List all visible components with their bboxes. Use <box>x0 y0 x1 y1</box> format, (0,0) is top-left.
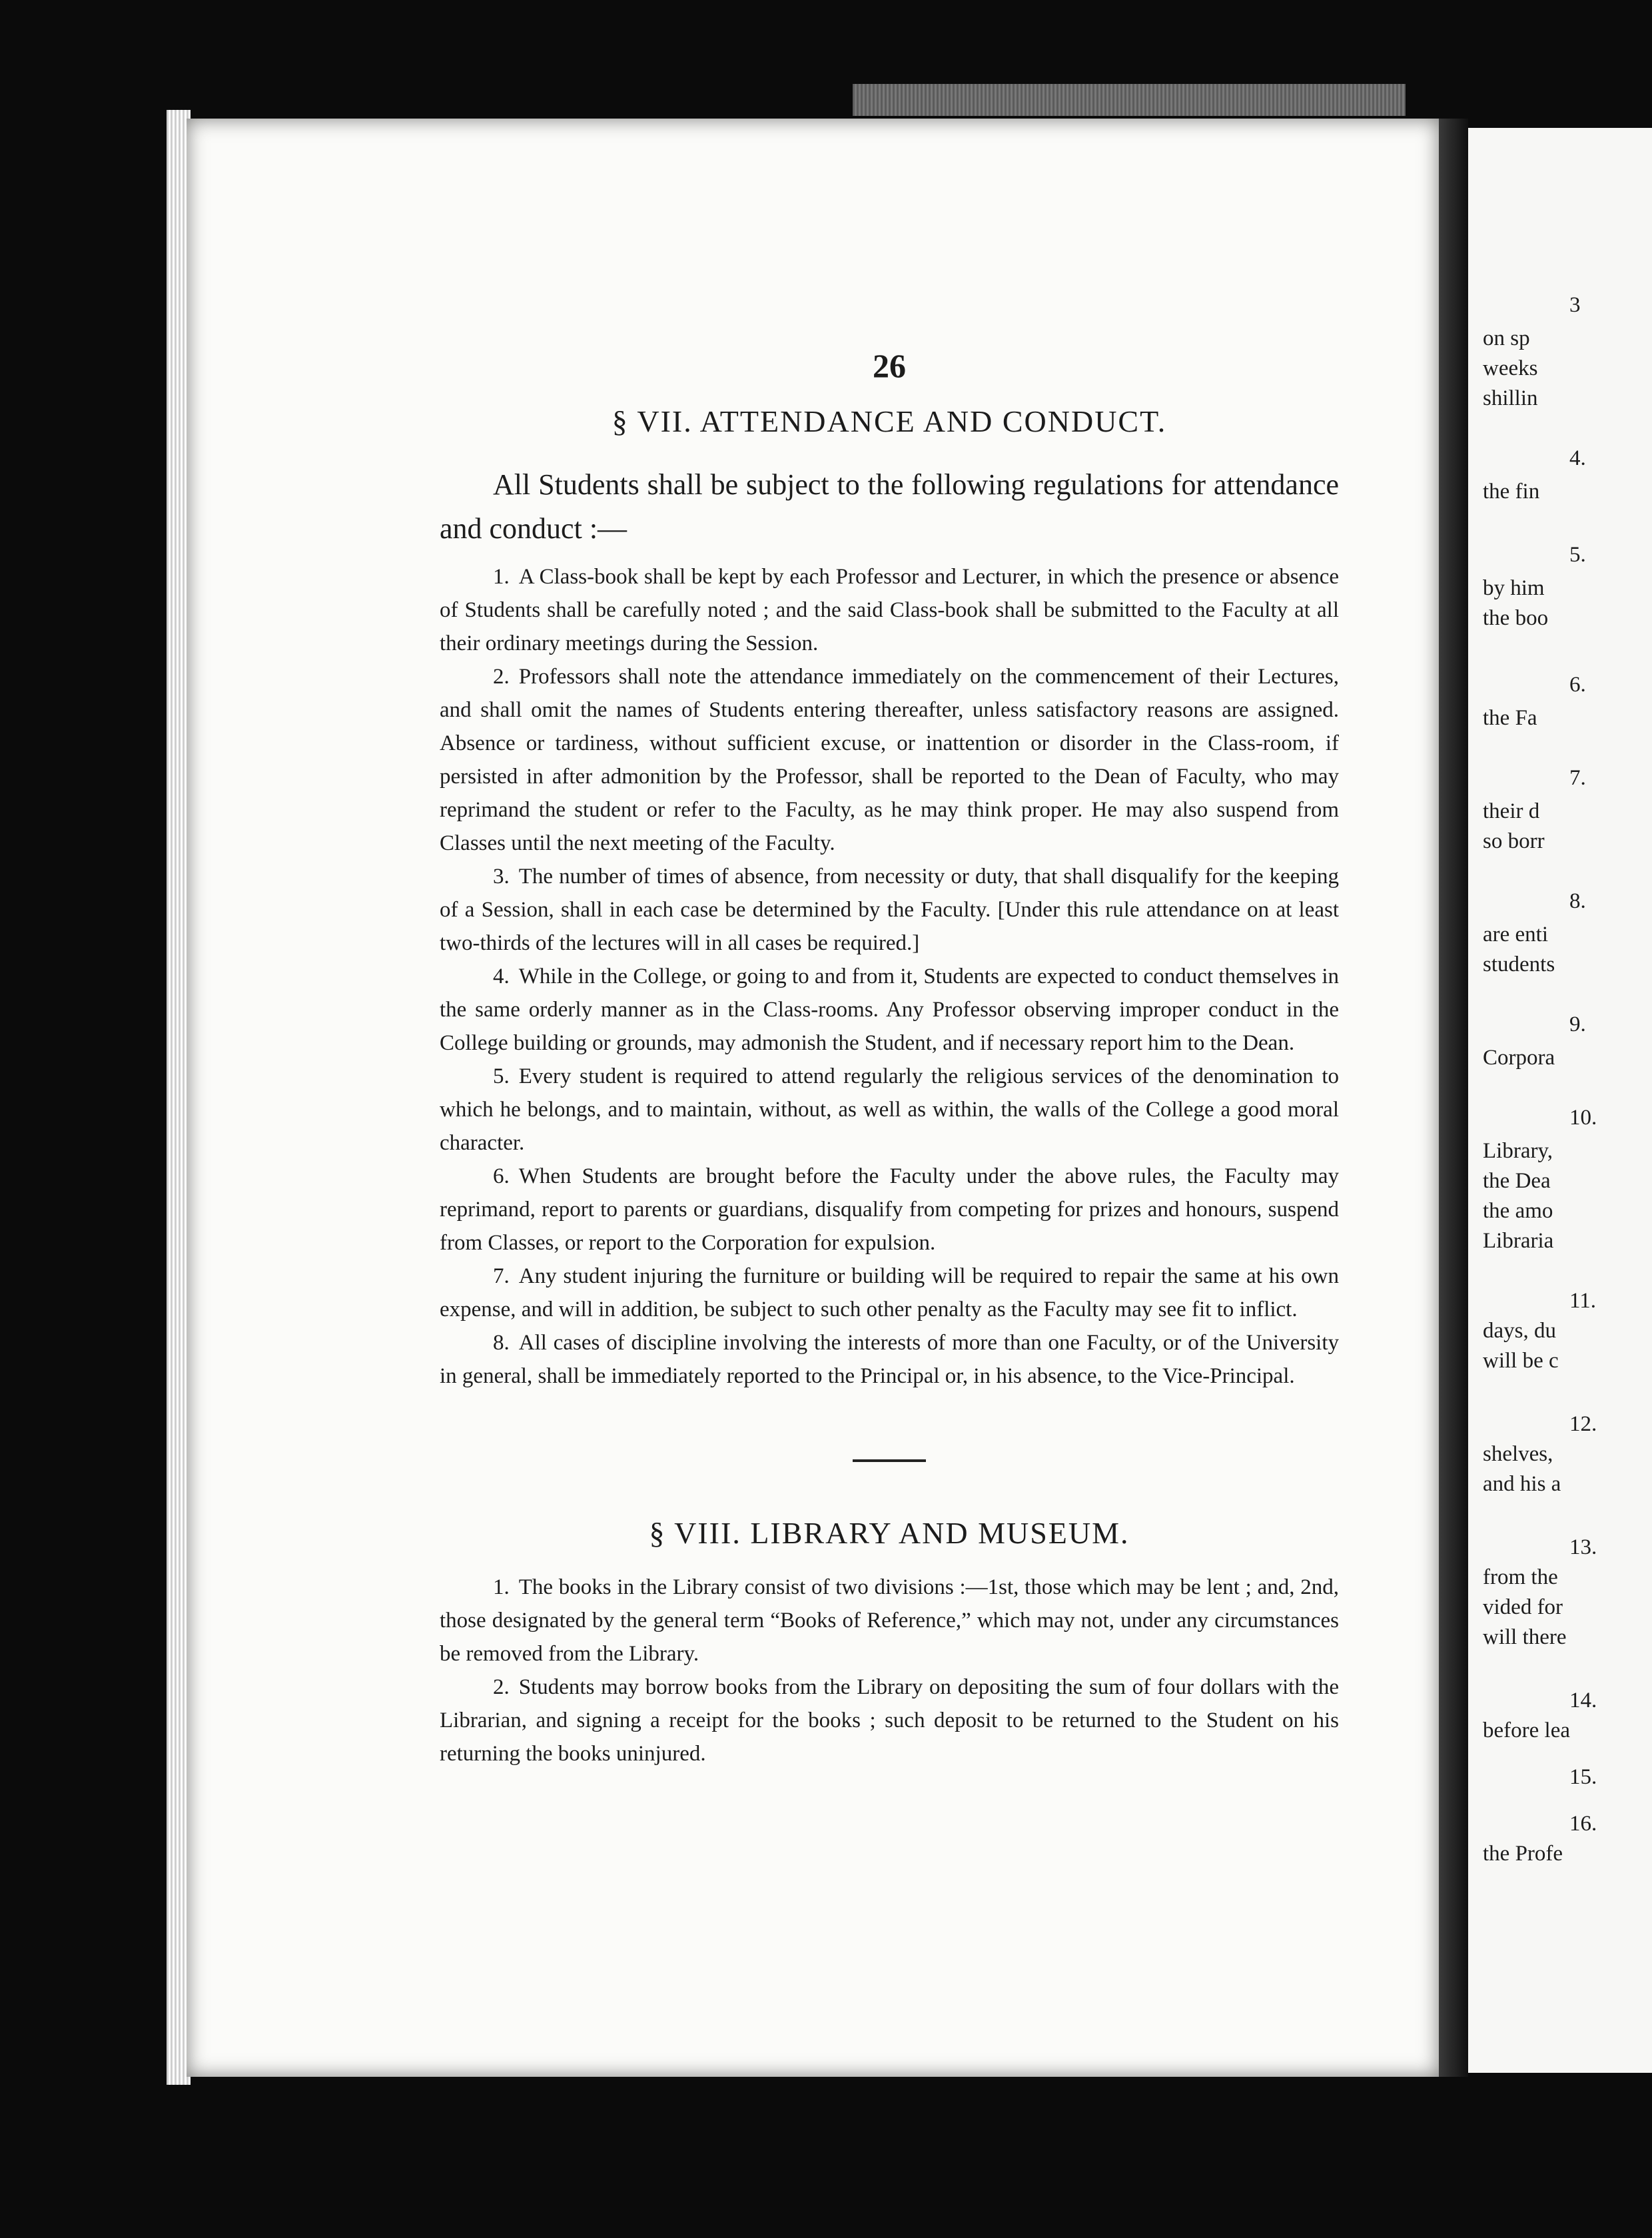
item-text: The number of times of absence, from necessity or duty, that shall disqualify for the keeping of a Session, shall in each case be determined by the Faculty. [Under this rule attendance on at least two-thirds of the lectures will in all cases be required.] <box>440 865 1339 955</box>
section-vii-item <box>440 1326 1339 1393</box>
facing-page-line: 14. <box>1569 1688 1597 1712</box>
facing-page-line: 7. <box>1569 766 1586 790</box>
facing-page-line: will be c <box>1483 1349 1559 1373</box>
section-vii-item <box>440 960 1339 1060</box>
item-text: Students may borrow books from the Library on depositing the sum of four dollars with the Librarian, and signing a receipt for the books ; such deposit to be returned to the Student on his returning the books uninjured. <box>440 1675 1339 1766</box>
facing-page-line: 6. <box>1569 673 1586 697</box>
item-text: Every student is required to attend regularly the religious services of the denomination to which he belongs, and to maintain, without, as well as within, the walls of the College a good moral character. <box>440 1064 1339 1155</box>
section-vii-title: § VII. ATTENDANCE AND CONDUCT. <box>612 404 1167 438</box>
facing-page-line: and his a <box>1483 1472 1561 1496</box>
facing-page <box>1468 128 1652 2073</box>
section-vii-item <box>440 560 1339 660</box>
item-number: 3. <box>493 865 510 889</box>
facing-page-line: the Fa <box>1483 706 1537 730</box>
item-number: 6. <box>493 1164 510 1188</box>
item-text: While in the College, or going to and from it, Students are expected to conduct themselves in the same orderly manner as in the Class-rooms. Any Professor observing improper conduct in the College building or grounds, may admonish the Student, and if necessary report him to the Dean. <box>440 964 1339 1055</box>
facing-page-line: the fin <box>1483 480 1540 504</box>
facing-page-line: the Dea <box>1483 1169 1551 1193</box>
facing-page-line: 5. <box>1569 543 1586 567</box>
item-number: 4. <box>493 964 510 988</box>
item-number: 5. <box>493 1064 510 1088</box>
facing-page-line: shillin <box>1483 386 1538 410</box>
section-vii-items <box>440 560 1339 1393</box>
facing-page-line: are enti <box>1483 923 1549 946</box>
facing-page-line: Libraria <box>1483 1229 1554 1253</box>
facing-page-line: will there <box>1483 1625 1567 1649</box>
item-number: 2. <box>493 1675 510 1699</box>
item-number: 2. <box>493 665 510 689</box>
facing-page-line: 12. <box>1569 1412 1597 1436</box>
section-divider <box>853 1459 926 1462</box>
facing-page-line: Library, <box>1483 1139 1553 1163</box>
facing-page-line: the amo <box>1483 1199 1553 1223</box>
facing-page-line: 10. <box>1569 1106 1597 1130</box>
facing-page-line: students <box>1483 952 1555 976</box>
item-number: 1. <box>493 1575 510 1599</box>
section-vii-intro: All Students shall be subject to the following regulations for attendance and conduct :— <box>440 468 1339 545</box>
facing-page-line: before lea <box>1483 1718 1570 1742</box>
section-vii-item <box>440 1260 1339 1326</box>
facing-page-line: from the <box>1483 1565 1558 1589</box>
item-number: 1. <box>493 565 510 589</box>
facing-page-line: shelves, <box>1483 1442 1553 1466</box>
facing-page-line: vided for <box>1483 1595 1563 1619</box>
facing-page-line: on sp <box>1483 326 1530 350</box>
item-text: Any student injuring the furniture or building will be required to repair the same at his own expense, and will in addition, be subject to such other penalty as the Faculty may see fit to inflict. <box>440 1264 1339 1321</box>
page-content <box>440 346 1339 1770</box>
item-number: 7. <box>493 1264 510 1288</box>
item-text: All cases of discipline involving the interests of more than one Faculty, or of the University in general, shall be immediately reported to the Principal or, in his absence, to the Vice-Principal. <box>440 1331 1339 1388</box>
section-viii-item <box>440 1671 1339 1770</box>
section-viii-title: § VIII. LIBRARY AND MUSEUM. <box>649 1516 1130 1550</box>
item-text: Professors shall note the attendance immediately on the commencement of their Lectures, and shall omit the names of Students entering thereafter, unless satisfactory reasons are assigned. Absence or tardiness, without sufficient excuse, or inattention or disorder in the Class-room, if persisted in after admonition by the Professor, shall be reported to the Dean of Faculty, who may reprimand the student or refer to the Faculty, as he may think proper. He may also suspend from Classes until the next meeting of the Faculty. <box>440 665 1339 855</box>
facing-page-line: the boo <box>1483 606 1549 630</box>
facing-page-line: 8. <box>1569 889 1586 913</box>
section-viii-items <box>440 1571 1339 1770</box>
facing-page-line: by him <box>1483 576 1545 600</box>
section-vii-item <box>440 1160 1339 1260</box>
page-number: 26 <box>873 347 906 384</box>
facing-page-line: the Profe <box>1483 1842 1563 1866</box>
facing-page-line: 16. <box>1569 1812 1597 1836</box>
facing-page-line: so borr <box>1483 829 1545 853</box>
item-number: 8. <box>493 1331 510 1355</box>
section-vii-item <box>440 1060 1339 1160</box>
facing-page-line: 3 <box>1569 293 1581 317</box>
item-text: When Students are brought before the Faculty under the above rules, the Faculty may reprimand, report to parents or guardians, disqualify from competing for prizes and honours, suspend from Classes, or report to the Corporation for expulsion. <box>440 1164 1339 1255</box>
book-gutter <box>1439 119 1468 2077</box>
item-text: A Class-book shall be kept by each Professor and Lecturer, in which the presence or absence of Students shall be carefully noted ; and the said Class-book shall be submitted to the Faculty at all their ordinary meetings during the Session. <box>440 565 1339 655</box>
item-text: The books in the Library consist of two divisions :—1st, those which may be lent ; and, 2nd, those designated by the general term “Books of Reference,” which may not, under any circumstances be removed from the Library. <box>440 1575 1339 1666</box>
facing-page-line: their d <box>1483 799 1540 823</box>
facing-page-line: 15. <box>1569 1765 1597 1789</box>
binding-cloth <box>853 84 1406 116</box>
facing-page-line: 9. <box>1569 1012 1586 1036</box>
section-viii-item <box>440 1571 1339 1671</box>
facing-page-line: weeks <box>1483 356 1538 380</box>
facing-page-line: 13. <box>1569 1535 1597 1559</box>
facing-page-line: 11. <box>1569 1289 1597 1313</box>
facing-page-line: days, du <box>1483 1319 1556 1343</box>
facing-page-line: Corpora <box>1483 1046 1555 1070</box>
facing-page-line: 4. <box>1569 446 1586 470</box>
section-vii-item <box>440 860 1339 960</box>
section-vii-item <box>440 660 1339 860</box>
